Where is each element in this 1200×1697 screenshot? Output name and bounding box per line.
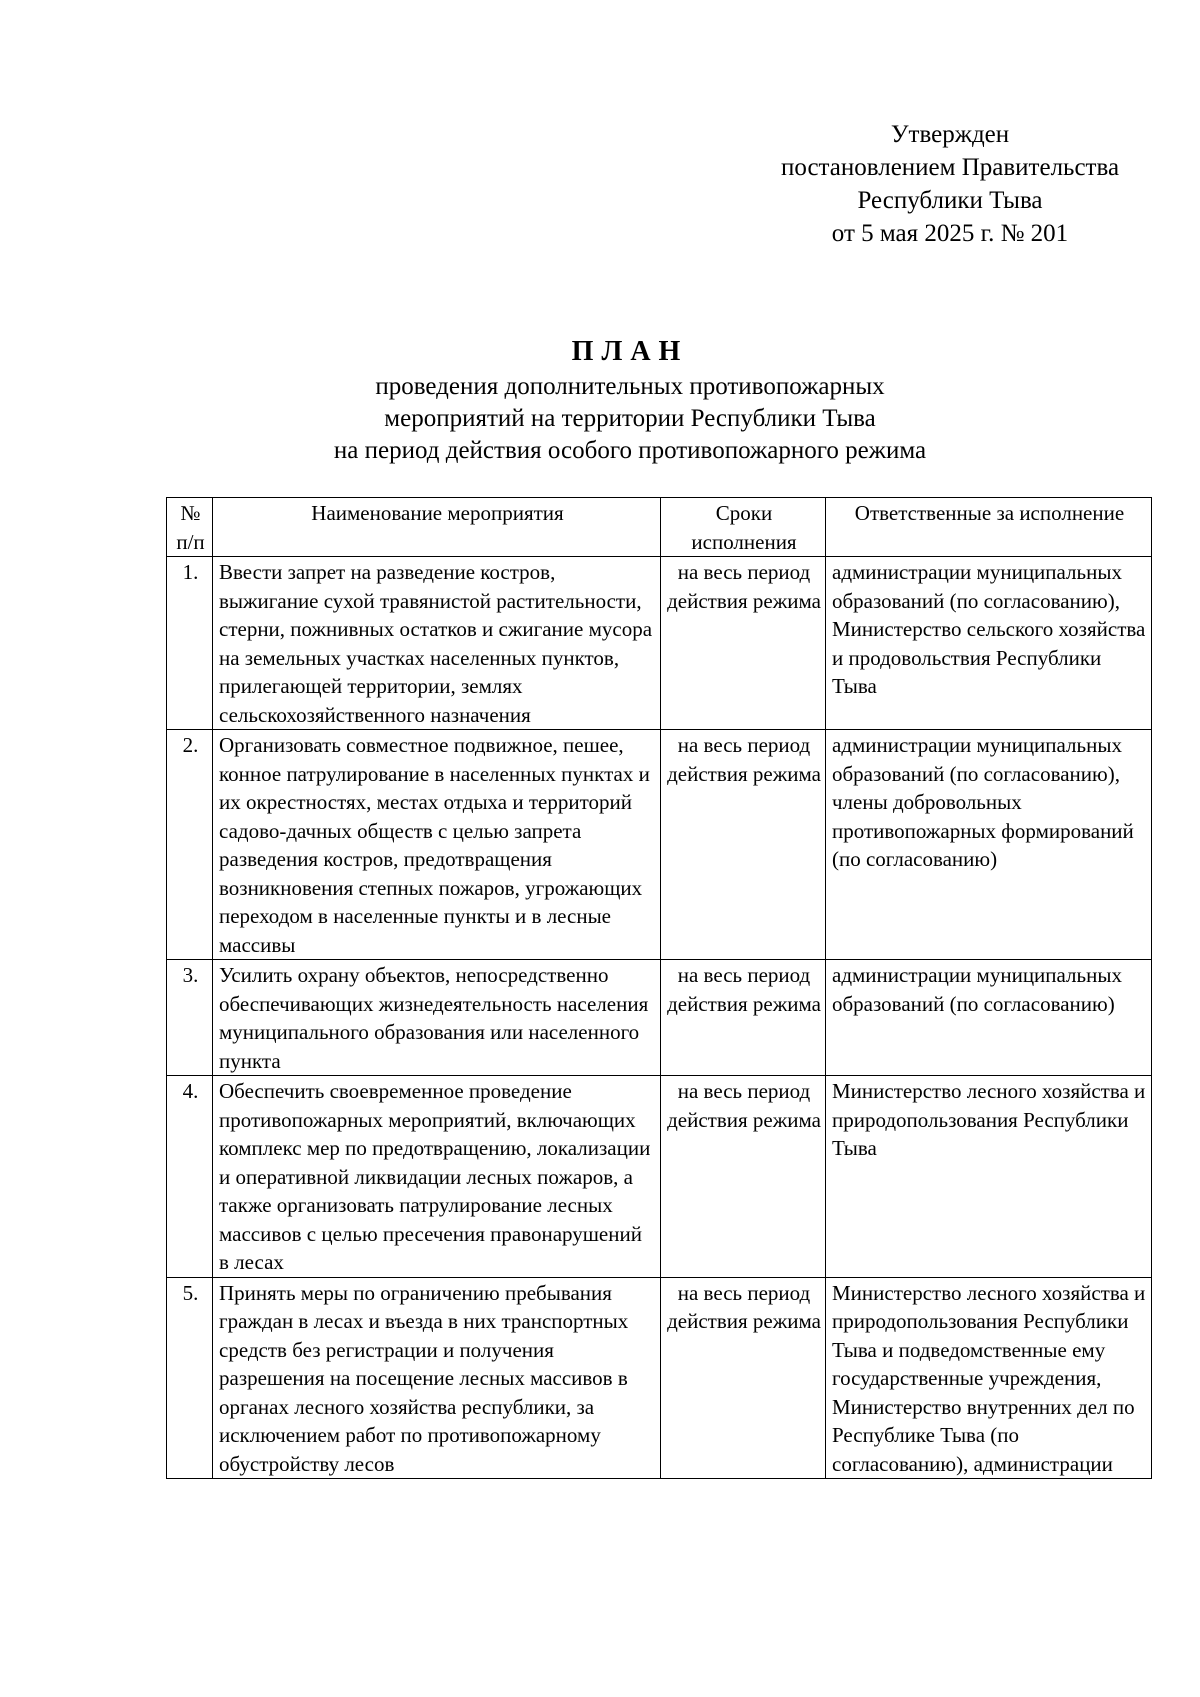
approval-line-2: постановлением Правительства: [780, 154, 1120, 181]
row-num: 5.: [167, 1277, 213, 1479]
table-row: [167, 1277, 1152, 1479]
title-line-3: на период действия особого противопожарного режима: [333, 437, 927, 464]
header-name: Наименование мероприятия: [213, 498, 661, 557]
row-name: Ввести запрет на разведение костров, выжигание сухой травянистой растительности, стерни, пожнивных остатков и сжигание мусора на земельных участках населенных пунктов, прилегающей территории, землях сельскохозяйственного назначения: [213, 557, 661, 730]
row-term: на весь период действия режима: [661, 1277, 826, 1479]
table-header-row: [167, 498, 1152, 557]
header-term: Сроки исполнения: [661, 498, 826, 557]
table-row: [167, 1076, 1152, 1278]
row-name: Организовать совместное подвижное, пешее, конное патрулирование в населенных пунктах и их окрестностях, местах отдыха и территорий садово-дачных обществ с целью запрета разведения костров, предотвращения возникновения степных пожаров, угрожающих переходом в населенные пункты и в лесные массивы: [213, 730, 661, 960]
table-row: [167, 557, 1152, 730]
plan-heading: ПЛАН: [571, 336, 689, 367]
table-row: [167, 960, 1152, 1076]
plan-table: [166, 497, 1152, 1479]
row-resp: Министерство лесного хозяйства и природопользования Республики Тыва: [826, 1076, 1152, 1278]
row-term: на весь период действия режима: [661, 1076, 826, 1278]
row-name: Усилить охрану объектов, непосредственно обеспечивающих жизнедеятельность населения муниципального образования или населенного пункта: [213, 960, 661, 1076]
title-line-2: мероприятий на территории Республики Тыва: [384, 405, 876, 432]
row-name: Обеспечить своевременное проведение противопожарных мероприятий, включающих комплекс мер по предотвращению, локализации и оперативной ликвидации лесных пожаров, а также организовать патрулирование лесных массивов с целью пресечения правонарушений в лесах: [213, 1076, 661, 1278]
row-term: на весь период действия режима: [661, 960, 826, 1076]
row-term: на весь период действия режима: [661, 557, 826, 730]
row-term: на весь период действия режима: [661, 730, 826, 960]
header-resp: Ответственные за исполнение: [826, 498, 1152, 557]
row-num: 4.: [167, 1076, 213, 1278]
approval-line-4: от 5 мая 2025 г. № 201: [831, 220, 1069, 247]
header-num: № п/п: [167, 498, 213, 557]
table-row: [167, 730, 1152, 960]
row-resp: администрации муниципальных образований (по согласованию): [826, 960, 1152, 1076]
row-resp: администрации муниципальных образований (по согласованию), Министерство сельского хозяйства и продовольствия Республики Тыва: [826, 557, 1152, 730]
title-line-1: проведения дополнительных противопожарных: [375, 373, 885, 400]
document-title: [200, 335, 1060, 467]
approval-line-3: Республики Тыва: [857, 187, 1043, 214]
row-num: 3.: [167, 960, 213, 1076]
row-resp: Министерство лесного хозяйства и природопользования Республики Тыва и подведомственные ему государственные учреждения, Министерство внутренних дел по Республике Тыва (по согласованию), администрации: [826, 1277, 1152, 1479]
row-num: 1.: [167, 557, 213, 730]
row-resp: администрации муниципальных образований (по согласованию), члены добровольных противопожарных формирований (по согласованию): [826, 730, 1152, 960]
approval-stamp: [740, 118, 1200, 250]
row-name: Принять меры по ограничению пребывания граждан в лесах и въезда в них транспортных средств без регистрации и получения разрешения на посещение лесных массивов в органах лесного хозяйства республики, за исключением работ по противопожарному обустройству лесов: [213, 1277, 661, 1479]
row-num: 2.: [167, 730, 213, 960]
approval-line-1: Утвержден: [890, 121, 1010, 148]
